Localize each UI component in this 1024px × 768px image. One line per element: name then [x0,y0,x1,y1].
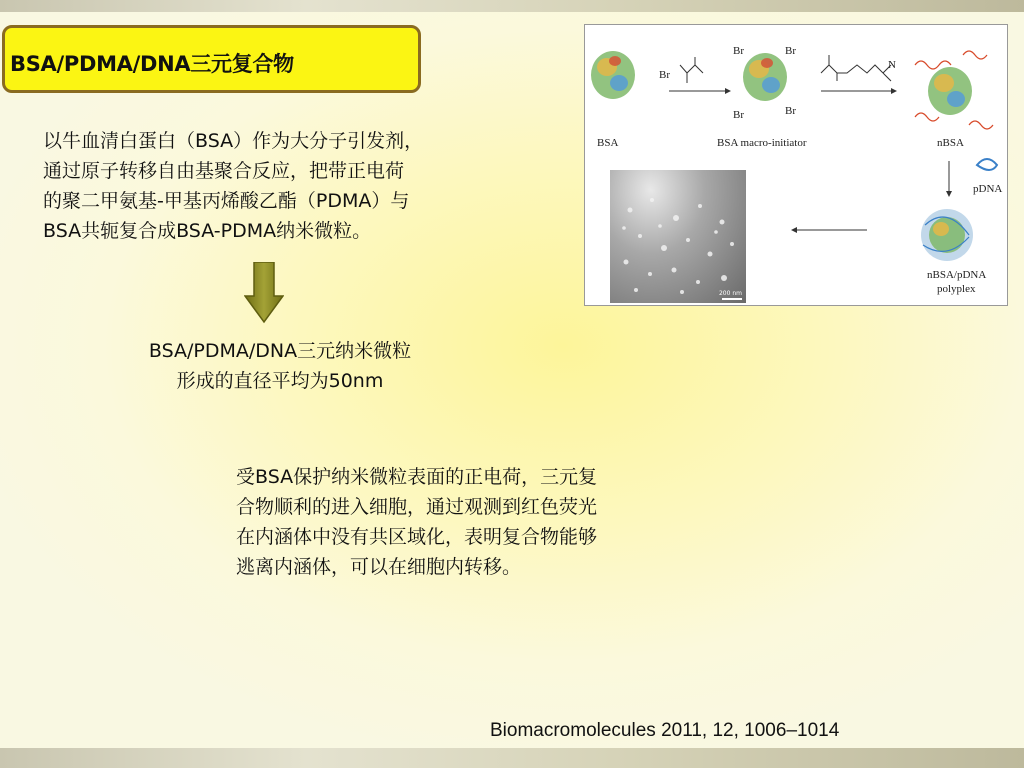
polyplex-label-line1: nBSA/pDNA [927,269,987,281]
paragraph-line: 受BSA保护纳米微粒表面的正电荷，三元复 [236,466,598,488]
paragraph-line: 以牛血清白蛋白（BSA）作为大分子引发剂， [43,130,424,152]
down-arrow-icon [244,262,284,324]
macro-initiator-label: BSA macro-initiator [717,137,807,149]
br-label: Br [733,109,744,121]
reaction-arrow-1 [669,88,731,94]
monomer-structure-icon [821,55,891,81]
polyplex-particle-icon [921,209,973,261]
slide-title: BSA/PDMA/DNA三元复合物 [10,52,294,76]
pdna-icon [977,159,997,170]
reaction-arrow-3 [946,161,952,197]
macro-initiator-icon [743,53,787,101]
top-decor-band [0,0,1024,12]
nanoparticle-caption [100,336,460,396]
initiator-structure-icon [680,57,703,83]
polyplex-label-line2: polyplex [937,283,976,295]
tem-micrograph [610,170,746,303]
paragraph-line: 通过原子转移自由基聚合反应，把带正电荷 [43,160,405,182]
synthesis-scheme-figure [584,24,1008,306]
tem-particles [610,170,746,303]
reaction-arrow-4 [791,227,867,233]
tem-scale-bar [722,298,742,300]
paragraph-line: BSA共轭复合成BSA-PDMA纳米微粒。 [43,220,372,242]
cell-entry-paragraph [236,462,726,582]
bsa-label: BSA [597,137,619,149]
tem-scale-label: 200 nm [718,290,742,297]
bottom-decor-band [0,748,1024,768]
citation: Biomacromolecules 2011, 12, 1006–1014 [490,720,840,741]
br-label: Br [733,45,744,57]
bsa-protein-icon [591,51,635,99]
nbsa-particle-icon [915,51,993,129]
nitrogen-label: N [888,59,896,71]
reaction-arrow-2 [821,88,897,94]
caption-line: 形成的直径平均为50nm [176,370,384,392]
br-label: Br [785,45,796,57]
paragraph-line: 合物顺利的进入细胞，通过观测到红色荧光 [236,496,598,518]
br-label: Br [785,105,796,117]
intro-paragraph [43,126,538,246]
paragraph-line: 的聚二甲氨基-甲基丙烯酸乙酯（PDMA）与 [43,190,410,212]
br-label: Br [659,69,670,81]
caption-line: BSA/PDMA/DNA三元纳米微粒 [148,340,412,362]
paragraph-line: 在内涵体中没有共区域化，表明复合物能够 [236,526,598,548]
pdna-label: pDNA [973,183,1003,195]
paragraph-line: 逃离内涵体，可以在细胞内转移。 [236,556,522,578]
nbsa-label: nBSA [937,137,964,149]
